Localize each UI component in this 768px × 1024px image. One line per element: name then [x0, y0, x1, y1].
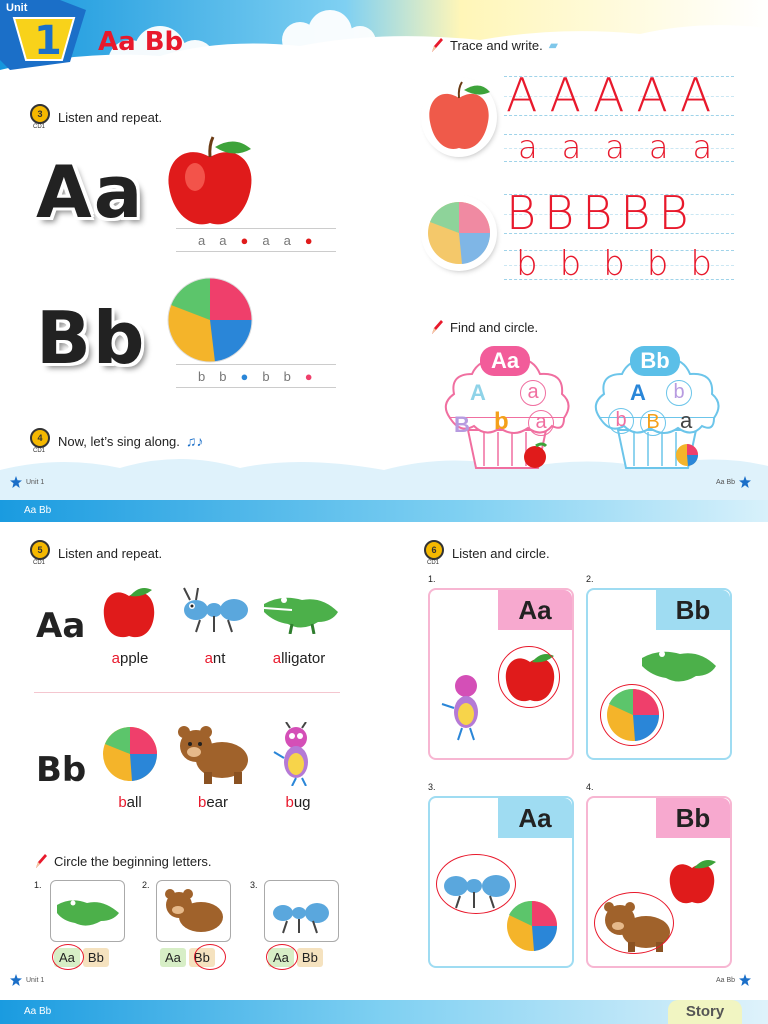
listen-card-4[interactable]: [586, 796, 732, 968]
trace-letters-upper-a[interactable]: A A A A A: [506, 68, 712, 122]
bug-image: [440, 670, 488, 744]
cd-track-icon[interactable]: 6 CD1: [424, 540, 446, 566]
big-letter-b: Bb: [36, 296, 147, 380]
unit-label: Unit: [6, 2, 28, 14]
apple-image: [666, 854, 718, 906]
cupcake-letter[interactable]: a: [528, 410, 554, 436]
card-number: 3.: [428, 782, 436, 792]
cupcake-a: [440, 346, 574, 472]
big-letter-a: Aa: [36, 150, 145, 234]
cupcake-letter[interactable]: b: [666, 380, 692, 406]
answer-circle: [52, 944, 84, 970]
cupcake-letter[interactable]: a: [680, 408, 693, 433]
trace-ball-frame: [424, 198, 494, 268]
trace-letters-lower-a[interactable]: a a a a a: [518, 128, 713, 166]
item-image-box: [264, 880, 339, 942]
instruction-listen-repeat: 5 CD1 Listen and repeat.: [30, 540, 162, 566]
beach-ball-image: [165, 275, 255, 365]
item-number: 2.: [142, 880, 150, 890]
cupcake-letter[interactable]: A: [470, 380, 486, 405]
unit-badge: [0, 0, 92, 70]
answer-circle: [266, 944, 298, 970]
instruction-text: Listen and repeat.: [58, 109, 163, 125]
page-spread-top: [0, 0, 768, 500]
section-band-label: Aa Bb: [24, 505, 52, 516]
unit-number: 1: [34, 18, 62, 64]
answer-circle: [498, 646, 560, 708]
card-tag: Bb: [656, 798, 730, 838]
cupcake-letter[interactable]: B: [454, 412, 470, 437]
pencil-icon: [430, 318, 444, 336]
alligator-image: [262, 588, 340, 634]
choice-option-aa[interactable]: Aa: [268, 948, 294, 967]
card-number: 1.: [428, 574, 436, 584]
cd-track-icon[interactable]: 3 CD1: [30, 104, 52, 130]
vocab-word-alligator: alligator: [272, 650, 326, 667]
beach-ball-image: [504, 898, 560, 954]
row-label-b: Bb: [36, 750, 87, 790]
item-number: 1.: [34, 880, 42, 890]
section-band: [0, 500, 768, 522]
divider-line: [34, 692, 340, 693]
row-label-a: Aa: [36, 606, 86, 646]
story-tab[interactable]: Story: [668, 1000, 742, 1024]
music-notes-icon: ♫♪: [185, 433, 204, 449]
answer-circle: [194, 944, 226, 970]
card-tag: Bb: [656, 590, 730, 630]
card-number: 4.: [586, 782, 594, 792]
eraser-icon: ▰: [548, 38, 558, 52]
cupcake-letter[interactable]: a: [520, 380, 546, 406]
cupcake-letter[interactable]: b: [494, 408, 509, 435]
star-icon: [739, 974, 751, 986]
choice-option-aa[interactable]: Aa: [160, 948, 186, 967]
instruction-sing-along: [30, 428, 203, 454]
vocab-word-apple: apple: [111, 650, 149, 667]
listen-card-1[interactable]: [428, 588, 574, 760]
beach-ball-image: [424, 198, 494, 268]
footer-right: Aa Bb: [716, 476, 751, 488]
item-image-box: [50, 880, 125, 942]
star-icon: [10, 476, 22, 488]
alligator-image: [51, 881, 126, 943]
choice-option-bb[interactable]: Bb: [83, 948, 109, 967]
apple-image: [100, 582, 158, 640]
star-icon: [739, 476, 751, 488]
listen-card-3[interactable]: [428, 796, 574, 968]
trace-apple-frame: [424, 80, 494, 154]
star-icon: [10, 974, 22, 986]
footer-left: Unit 1: [10, 974, 44, 986]
footer-left: Unit 1: [10, 476, 44, 488]
vocab-word-bear: bear: [197, 794, 229, 811]
bottom-band: [0, 1000, 768, 1024]
trace-letters-lower-b[interactable]: b b b b b: [516, 244, 712, 284]
instruction-find-circle: Find and circle.: [430, 318, 538, 336]
cupcake-letter[interactable]: b: [608, 408, 634, 434]
choice-option-bb[interactable]: Bb: [297, 948, 323, 967]
instruction-trace-write: Trace and write. ▰: [430, 36, 558, 54]
cupcake-letter[interactable]: A: [630, 380, 646, 405]
cupcake-letter[interactable]: B: [640, 410, 666, 436]
choice-option-bb[interactable]: Bb: [189, 948, 215, 967]
strip-b: b b ● b b ●: [176, 364, 336, 388]
cd-track-icon[interactable]: 5 CD1: [30, 540, 52, 566]
beach-ball-image: [100, 724, 160, 784]
vocab-word-ant: ant: [204, 650, 226, 667]
listen-card-2[interactable]: [586, 588, 732, 760]
beach-ball-image: [674, 442, 700, 468]
bug-image: [270, 722, 320, 786]
cupcake-b-label: Bb: [630, 346, 680, 376]
strip-a: a a ● a a ●: [176, 228, 336, 252]
ant-image: [265, 881, 340, 943]
ant-image: [180, 586, 250, 634]
pencil-icon: [430, 36, 444, 54]
vocab-word-bug: bug: [285, 794, 311, 811]
choice-option-aa[interactable]: Aa: [54, 948, 80, 967]
cupcake-a-label: Aa: [480, 346, 530, 376]
trace-letters-upper-b[interactable]: B B B B B: [506, 186, 689, 240]
item-number: 3.: [250, 880, 258, 890]
instruction-listen-repeat: [30, 104, 162, 130]
instruction-circle-beginning: Circle the beginning letters.: [34, 852, 212, 870]
instruction-text: Now, let’s sing along.: [58, 433, 180, 449]
apple-image: [522, 442, 548, 468]
bear-image: [157, 881, 232, 943]
page-spread-bottom: [0, 522, 768, 1000]
cupcake-b: [590, 346, 724, 472]
instruction-listen-circle: 6 CD1 Listen and circle.: [424, 540, 550, 566]
page-title: Aa Bb: [98, 27, 184, 57]
apple-image: [165, 135, 255, 230]
item-image-box: [156, 880, 231, 942]
bear-image: [176, 724, 250, 784]
card-number: 2.: [586, 574, 594, 584]
card-tag: Aa: [498, 798, 572, 838]
answer-circle: [600, 684, 664, 746]
bottom-band-label: Aa Bb: [24, 1006, 52, 1017]
vocab-word-ball: ball: [118, 794, 142, 811]
apple-image: [424, 80, 494, 154]
footer-right: Aa Bb: [716, 974, 751, 986]
alligator-image: [640, 642, 720, 692]
cd-track-icon[interactable]: 4 CD1: [30, 428, 52, 454]
card-tag: Aa: [498, 590, 572, 630]
answer-circle: [594, 892, 674, 954]
pencil-icon: [34, 852, 48, 870]
